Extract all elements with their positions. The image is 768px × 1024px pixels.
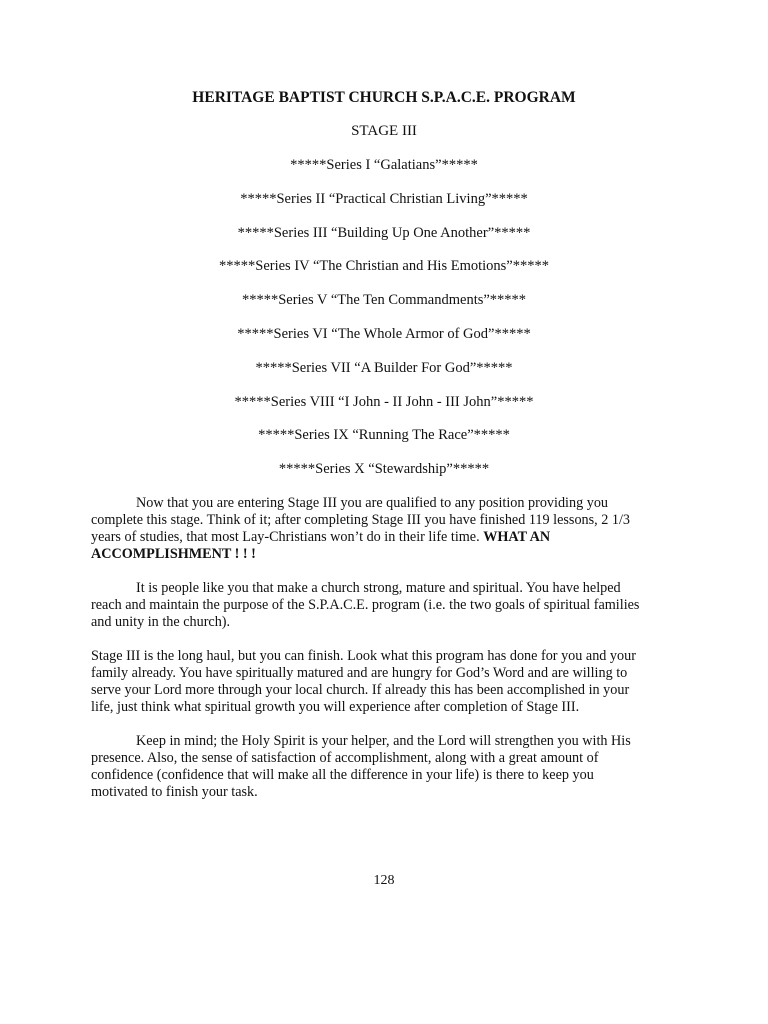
series-item-6: *****Series VI “The Whole Armor of God”*****	[237, 325, 531, 342]
paragraph-4: Keep in mind; the Holy Spirit is your helper, and the Lord will strengthen you with His presence. Also, the sense of satisfaction of accomplishment, along with a great amount of confidence (confidence that will make all the difference in your life) is there to keep you motivated to finish your task.	[91, 733, 631, 800]
accomplishment-emphasis: WHAT AN ACCOMPLISHMENT ! ! !	[91, 529, 551, 562]
series-item-1: *****Series I “Galatians”*****	[290, 157, 478, 173]
series-item-9: *****Series IX “Running The Race”*****	[258, 427, 510, 444]
series-list	[0, 155, 768, 493]
document-title: HERITAGE BAPTIST CHURCH S.P.A.C.E. PROGRAM	[192, 89, 576, 106]
series-item-4: *****Series IV “The Christian and His Emotions”*****	[219, 258, 549, 275]
page-number: 128	[373, 873, 395, 888]
stage-heading: STAGE III	[351, 123, 417, 139]
series-item-3: *****Series III “Building Up One Another”*****	[237, 224, 531, 241]
paragraph-1-text: Now that you are entering Stage III you are qualified to any position providing you complete this stage. Think of it; after completing Stage III you have finished 119 lessons, 2 1/3 years of studies, that most Lay-Christians won’t do in their life time.	[91, 495, 631, 545]
paragraph-3: Stage III is the long haul, but you can finish. Look what this program has done for you and your family already. You have spiritually matured and are hungry for God’s Word and are willing to serve your Lord more through your local church. If already this has been accomplished in your life, just think what spiritual growth you will experience after completion of Stage III.	[91, 648, 636, 715]
paragraph-2: It is people like you that make a church strong, mature and spiritual. You have helped reach and maintain the purpose of the S.P.A.C.E. program (i.e. the two goals of spiritual families and unity in the church).	[91, 580, 640, 630]
series-item-7: *****Series VII “A Builder For God”*****	[255, 359, 513, 376]
paragraph-1	[91, 495, 651, 563]
series-item-5: *****Series V “The Ten Commandments”*****	[241, 292, 527, 309]
series-item-8: *****Series VIII “I John - II John - III John”*****	[234, 393, 534, 410]
body-text	[91, 495, 651, 818]
series-item-10: *****Series X “Stewardship”*****	[278, 461, 490, 478]
series-item-2: *****Series II “Practical Christian Living”*****	[240, 190, 528, 207]
